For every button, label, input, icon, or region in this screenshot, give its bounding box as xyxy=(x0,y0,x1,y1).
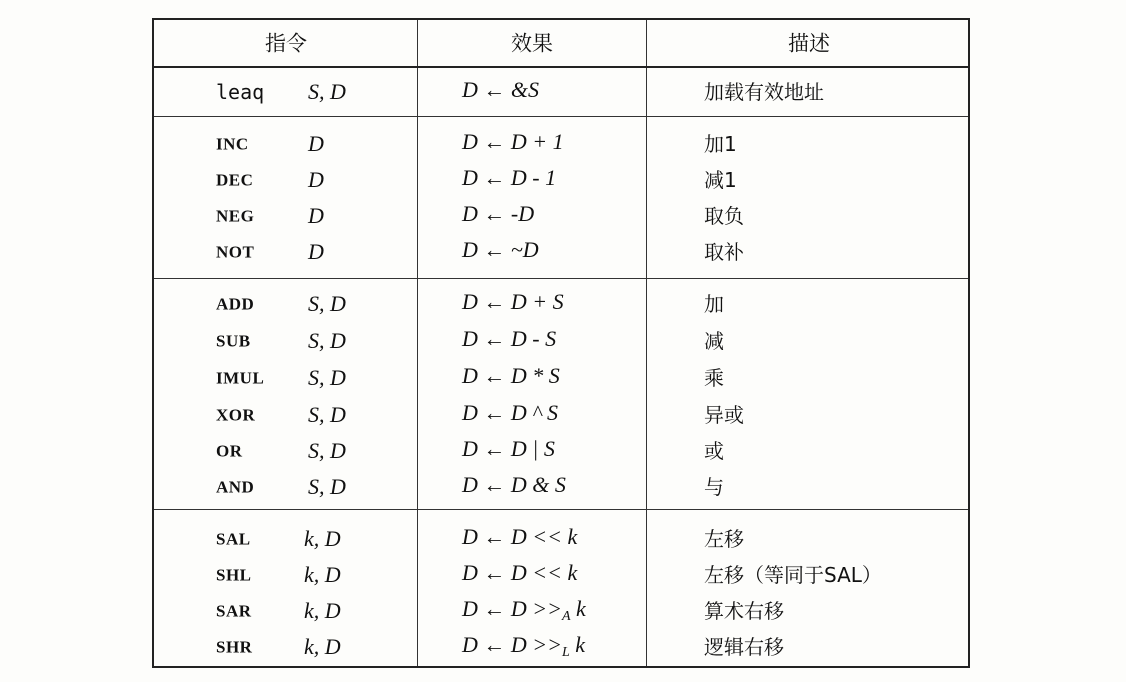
effect-rhs: D | S xyxy=(510,436,555,461)
instruction-mnemonic: SAL xyxy=(216,529,251,549)
effect-lhs: D ← xyxy=(462,436,506,461)
effect-lhs: D ← xyxy=(462,129,506,154)
instruction-mnemonic: OR xyxy=(216,441,243,461)
instruction-description: 左移 xyxy=(704,527,744,551)
effect-rhs: D + S xyxy=(510,289,564,314)
instruction-mnemonic: IMUL xyxy=(216,368,265,388)
instruction-mnemonic: NEG xyxy=(216,206,255,226)
instruction-description: 左移（等同于SAL） xyxy=(704,563,882,587)
instruction-description: 异或 xyxy=(704,403,744,427)
effect-lhs: D ← xyxy=(462,77,506,102)
effect-rhs: D + 1 xyxy=(510,129,564,154)
instruction-operands: D xyxy=(308,203,324,228)
group-divider xyxy=(154,116,968,117)
instruction-description: 加 xyxy=(704,292,724,316)
effect-expression xyxy=(462,438,555,464)
instruction-operands: k, D xyxy=(304,598,341,623)
effect-rhs: D * S xyxy=(510,363,560,388)
instruction-mnemonic: DEC xyxy=(216,170,254,190)
effect-lhs: D ← xyxy=(462,363,506,388)
effect-rhs: D << k xyxy=(510,560,578,585)
group-divider xyxy=(154,509,968,510)
effect-lhs: D ← xyxy=(462,289,506,314)
effect-expression xyxy=(462,634,585,660)
instruction-description: 减 xyxy=(704,329,724,353)
instruction-table xyxy=(152,18,970,668)
effect-lhs: D ← xyxy=(462,560,506,585)
instruction-operands: S, D xyxy=(308,328,346,353)
instruction-operands: k, D xyxy=(304,562,341,587)
header-divider xyxy=(154,66,968,68)
instruction-operands: D xyxy=(308,131,324,156)
instruction-operands: k, D xyxy=(304,526,341,551)
effect-expression xyxy=(462,474,566,500)
instruction-mnemonic: AND xyxy=(216,477,255,497)
effect-lhs: D ← xyxy=(462,237,506,262)
effect-lhs: D ← xyxy=(462,165,506,190)
effect-expression xyxy=(462,598,586,624)
instruction-mnemonic: XOR xyxy=(216,405,256,425)
effect-lhs: D ← xyxy=(462,472,506,497)
instruction-description: 乘 xyxy=(704,366,724,390)
instruction-operands: S, D xyxy=(308,402,346,427)
instruction-description: 算术右移 xyxy=(704,599,784,623)
instruction-mnemonic: INC xyxy=(216,134,249,154)
effect-lhs: D ← xyxy=(462,400,506,425)
effect-lhs: D ← xyxy=(462,596,506,621)
instruction-mnemonic: leaq xyxy=(216,80,265,104)
effect-expression xyxy=(462,328,556,354)
header-effect: 效果 xyxy=(511,31,553,56)
effect-rhs: &S xyxy=(510,77,540,102)
effect-expression xyxy=(462,365,560,391)
instruction-operands: D xyxy=(308,167,324,192)
effect-subscript: A xyxy=(561,609,571,624)
effect-rhs: -D xyxy=(510,201,535,226)
header-instruction: 指令 xyxy=(265,31,307,56)
effect-rhs: D & S xyxy=(510,472,566,497)
instruction-operands: k, D xyxy=(304,634,341,659)
instruction-mnemonic: SHR xyxy=(216,637,253,657)
effect-lhs: D ← xyxy=(462,201,506,226)
effect-subscript: L xyxy=(561,645,570,660)
effect-expression xyxy=(462,402,558,428)
effect-rhs: D << k xyxy=(510,524,578,549)
instruction-mnemonic: NOT xyxy=(216,242,255,262)
effect-lhs: D ← xyxy=(462,524,506,549)
effect-rhs: ~D xyxy=(510,237,539,262)
effect-expression xyxy=(462,526,577,552)
effect-expression xyxy=(462,79,539,105)
effect-expression xyxy=(462,562,577,588)
instruction-operands: S, D xyxy=(308,365,346,390)
instruction-operands: S, D xyxy=(308,474,346,499)
effect-expression xyxy=(462,203,534,229)
instruction-mnemonic: SAR xyxy=(216,601,252,621)
effect-expression xyxy=(462,239,539,265)
instruction-description: 取负 xyxy=(704,204,744,228)
instruction-description: 取补 xyxy=(704,240,744,264)
header-description: 描述 xyxy=(788,31,830,56)
instruction-description: 或 xyxy=(704,439,724,463)
effect-tail: k xyxy=(576,596,586,621)
instruction-operands: S, D xyxy=(308,438,346,463)
effect-lhs: D ← xyxy=(462,326,506,351)
effect-rhs: D ^ S xyxy=(510,400,559,425)
instruction-operands: S, D xyxy=(308,291,346,316)
effect-tail: k xyxy=(575,632,586,657)
effect-rhs: D >> xyxy=(510,596,562,621)
group-divider xyxy=(154,278,968,279)
instruction-description: 加1 xyxy=(704,132,737,156)
instruction-description: 与 xyxy=(704,475,724,499)
instruction-mnemonic: ADD xyxy=(216,294,255,314)
effect-expression xyxy=(462,167,556,193)
instruction-description: 减1 xyxy=(704,168,737,192)
instruction-description: 加载有效地址 xyxy=(704,80,824,104)
instruction-mnemonic: SHL xyxy=(216,565,252,585)
instruction-operands: S, D xyxy=(308,79,346,104)
effect-rhs: D - S xyxy=(510,326,557,351)
instruction-description: 逻辑右移 xyxy=(704,635,784,659)
effect-rhs: D >> xyxy=(510,632,562,657)
instruction-operands: D xyxy=(308,239,324,264)
effect-expression xyxy=(462,291,564,317)
instruction-mnemonic: SUB xyxy=(216,331,251,351)
effect-rhs: D - 1 xyxy=(510,165,557,190)
effect-expression xyxy=(462,131,564,157)
effect-lhs: D ← xyxy=(462,632,506,657)
